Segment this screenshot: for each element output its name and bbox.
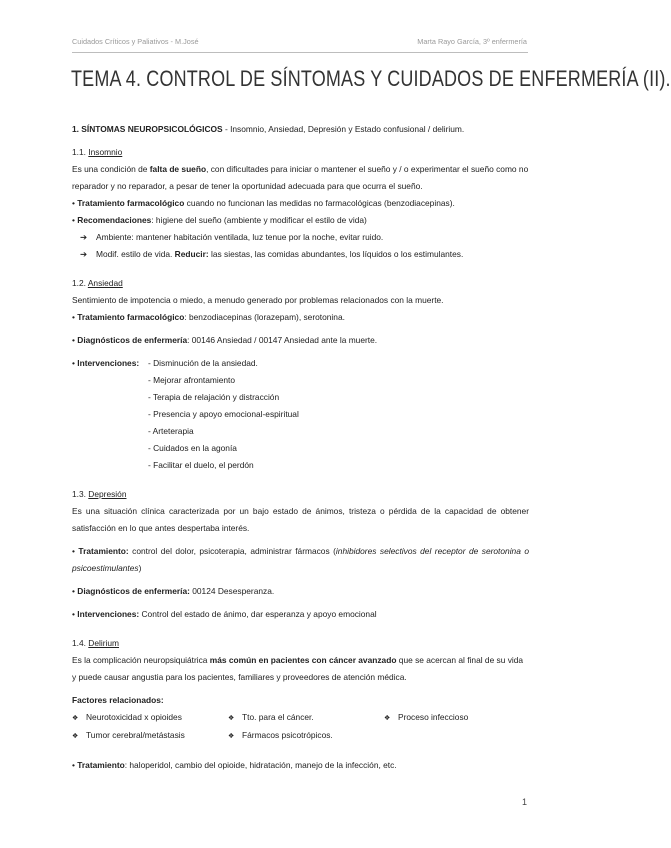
subsection-delirium-heading: 1.4. Delirium — [72, 638, 120, 648]
list-item: - Arteterapia — [148, 426, 194, 436]
diamond-bullet-icon: ❖ — [228, 733, 235, 740]
list-item: ❖ Fármacos psicotrópicos. — [228, 727, 384, 745]
list-item: - Mejorar afrontamiento — [148, 375, 236, 385]
list-item: - Presencia y apoyo emocional-espiritual — [148, 409, 299, 419]
list-item: - Terapia de relajación y distracción — [148, 392, 280, 402]
bullet-icon: • — [72, 546, 75, 556]
bullet-icon: • — [72, 215, 75, 225]
document-body — [72, 121, 529, 774]
ansiedad-interventions: • Intervenciones: - Disminución de la ansiedad. - Mejorar afrontamiento - Terapia de relajación y distracción - Presencia y apoyo emocional-espiritual - Arteterapia - Cuidados en la agonía - Facilitar el duelo, el perdón — [72, 355, 529, 474]
bullet-icon: • — [72, 335, 75, 345]
running-header-right: Marta Rayo García, 3º enfermería — [417, 37, 527, 46]
depresion-diagnosis: • Diagnósticos de enfermería: 00124 Desesperanza. — [72, 586, 275, 596]
diamond-bullet-icon: ❖ — [72, 733, 79, 740]
bullet-icon: • — [72, 609, 75, 619]
subsection-ansiedad-heading: 1.2. Ansiedad — [72, 278, 123, 288]
running-header-left: Cuidados Críticos y Paliativos - M.José — [72, 37, 199, 46]
subsection-insomnio-heading: 1.1. Insomnio — [72, 147, 123, 157]
insomnio-arrow-item: ➔ Modif. estilo de vida. Reducir: las siestas, las comidas abundantes, los líquidos o los estimulantes. — [72, 246, 529, 263]
list-item: - Facilitar el duelo, el perdón — [148, 460, 254, 470]
header-divider — [72, 52, 528, 53]
bullet-icon: • — [72, 358, 75, 368]
arrow-right-icon: ➔ — [80, 249, 88, 259]
delirium-factors-list — [72, 709, 529, 745]
diamond-bullet-icon: ❖ — [384, 715, 391, 722]
section-heading: 1. SÍNTOMAS NEUROPSICOLÓGICOS - Insomnio, Ansiedad, Depresión y Estado confusional / delirium. — [72, 124, 465, 134]
arrow-right-icon: ➔ — [80, 232, 88, 242]
insomnio-arrow-item: ➔ Ambiente: mantener habitación ventilada, luz tenue por la noche, evitar ruido. — [72, 229, 529, 246]
insomnio-treatment: • Tratamiento farmacológico cuando no funcionan las medidas no farmacológicas (benzodiacepinas). — [72, 198, 455, 208]
diamond-bullet-icon: ❖ — [72, 715, 79, 722]
document-title: TEMA 4. CONTROL DE SÍNTOMAS Y CUIDADOS DE ENFERMERÍA (II). — [71, 66, 671, 91]
intervention-list — [148, 355, 299, 474]
list-item: - Cuidados en la agonía — [148, 443, 237, 453]
bullet-icon: • — [72, 586, 75, 596]
bullet-icon: • — [72, 198, 75, 208]
bullet-icon: • — [72, 312, 75, 322]
list-item: ❖ Tumor cerebral/metástasis — [72, 727, 228, 745]
insomnio-definition: Es una condición de falta de sueño, con dificultades para iniciar o mantener el sueño y / o experimentar el sueño como no reparador y no reparador, a pesar de tener la oportunidad adecuada para que ocurra el sueño. — [72, 164, 529, 191]
delirium-factors-label: Factores relacionados: — [72, 695, 164, 705]
ansiedad-treatment: • Tratamiento farmacológico: benzodiacepinas (lorazepam), serotonina. — [72, 312, 345, 322]
bullet-icon: • — [72, 760, 75, 770]
depresion-definition: Es una situación clínica caracterizada por un bajo estado de ánimos, tristeza o pérdida de la capacidad de obtener satisfacción en lo que antes despertaba interés. — [72, 506, 529, 533]
page-number: 1 — [521, 797, 527, 807]
list-item: ❖ Tto. para el cáncer. — [228, 709, 384, 727]
list-item: - Disminución de la ansiedad. — [148, 358, 258, 368]
list-item: ❖ Neurotoxicidad x opioides — [72, 709, 228, 727]
ansiedad-definition: Sentimiento de impotencia o miedo, a menudo generado por problemas relacionados con la muerte. — [72, 295, 444, 305]
subsection-depresion-heading: 1.3. Depresión — [72, 489, 127, 499]
ansiedad-diagnosis: • Diagnósticos de enfermería: 00146 Ansiedad / 00147 Ansiedad ante la muerte. — [72, 335, 378, 345]
list-item: ❖ Proceso infeccioso — [384, 709, 529, 727]
delirium-definition: Es la complicación neuropsiquiátrica más común en pacientes con cáncer avanzado que se acercan al final de su vida y puede causar angustia para los pacientes, familiares y proveedores de atención médica. — [72, 655, 524, 682]
delirium-treatment: • Tratamiento: haloperidol, cambio del opioide, hidratación, manejo de la infección, etc. — [72, 760, 397, 770]
diamond-bullet-icon: ❖ — [228, 715, 235, 722]
insomnio-recommendations: • Recomendaciones: higiene del sueño (ambiente y modificar el estilo de vida) — [72, 215, 367, 225]
depresion-treatment: • Tratamiento: control del dolor, psicoterapia, administrar fármacos (inhibidores selectivos del receptor de serotonina o psicoestimulantes) — [72, 546, 530, 573]
depresion-interventions: • Intervenciones: Control del estado de ánimo, dar esperanza y apoyo emocional — [72, 609, 377, 619]
